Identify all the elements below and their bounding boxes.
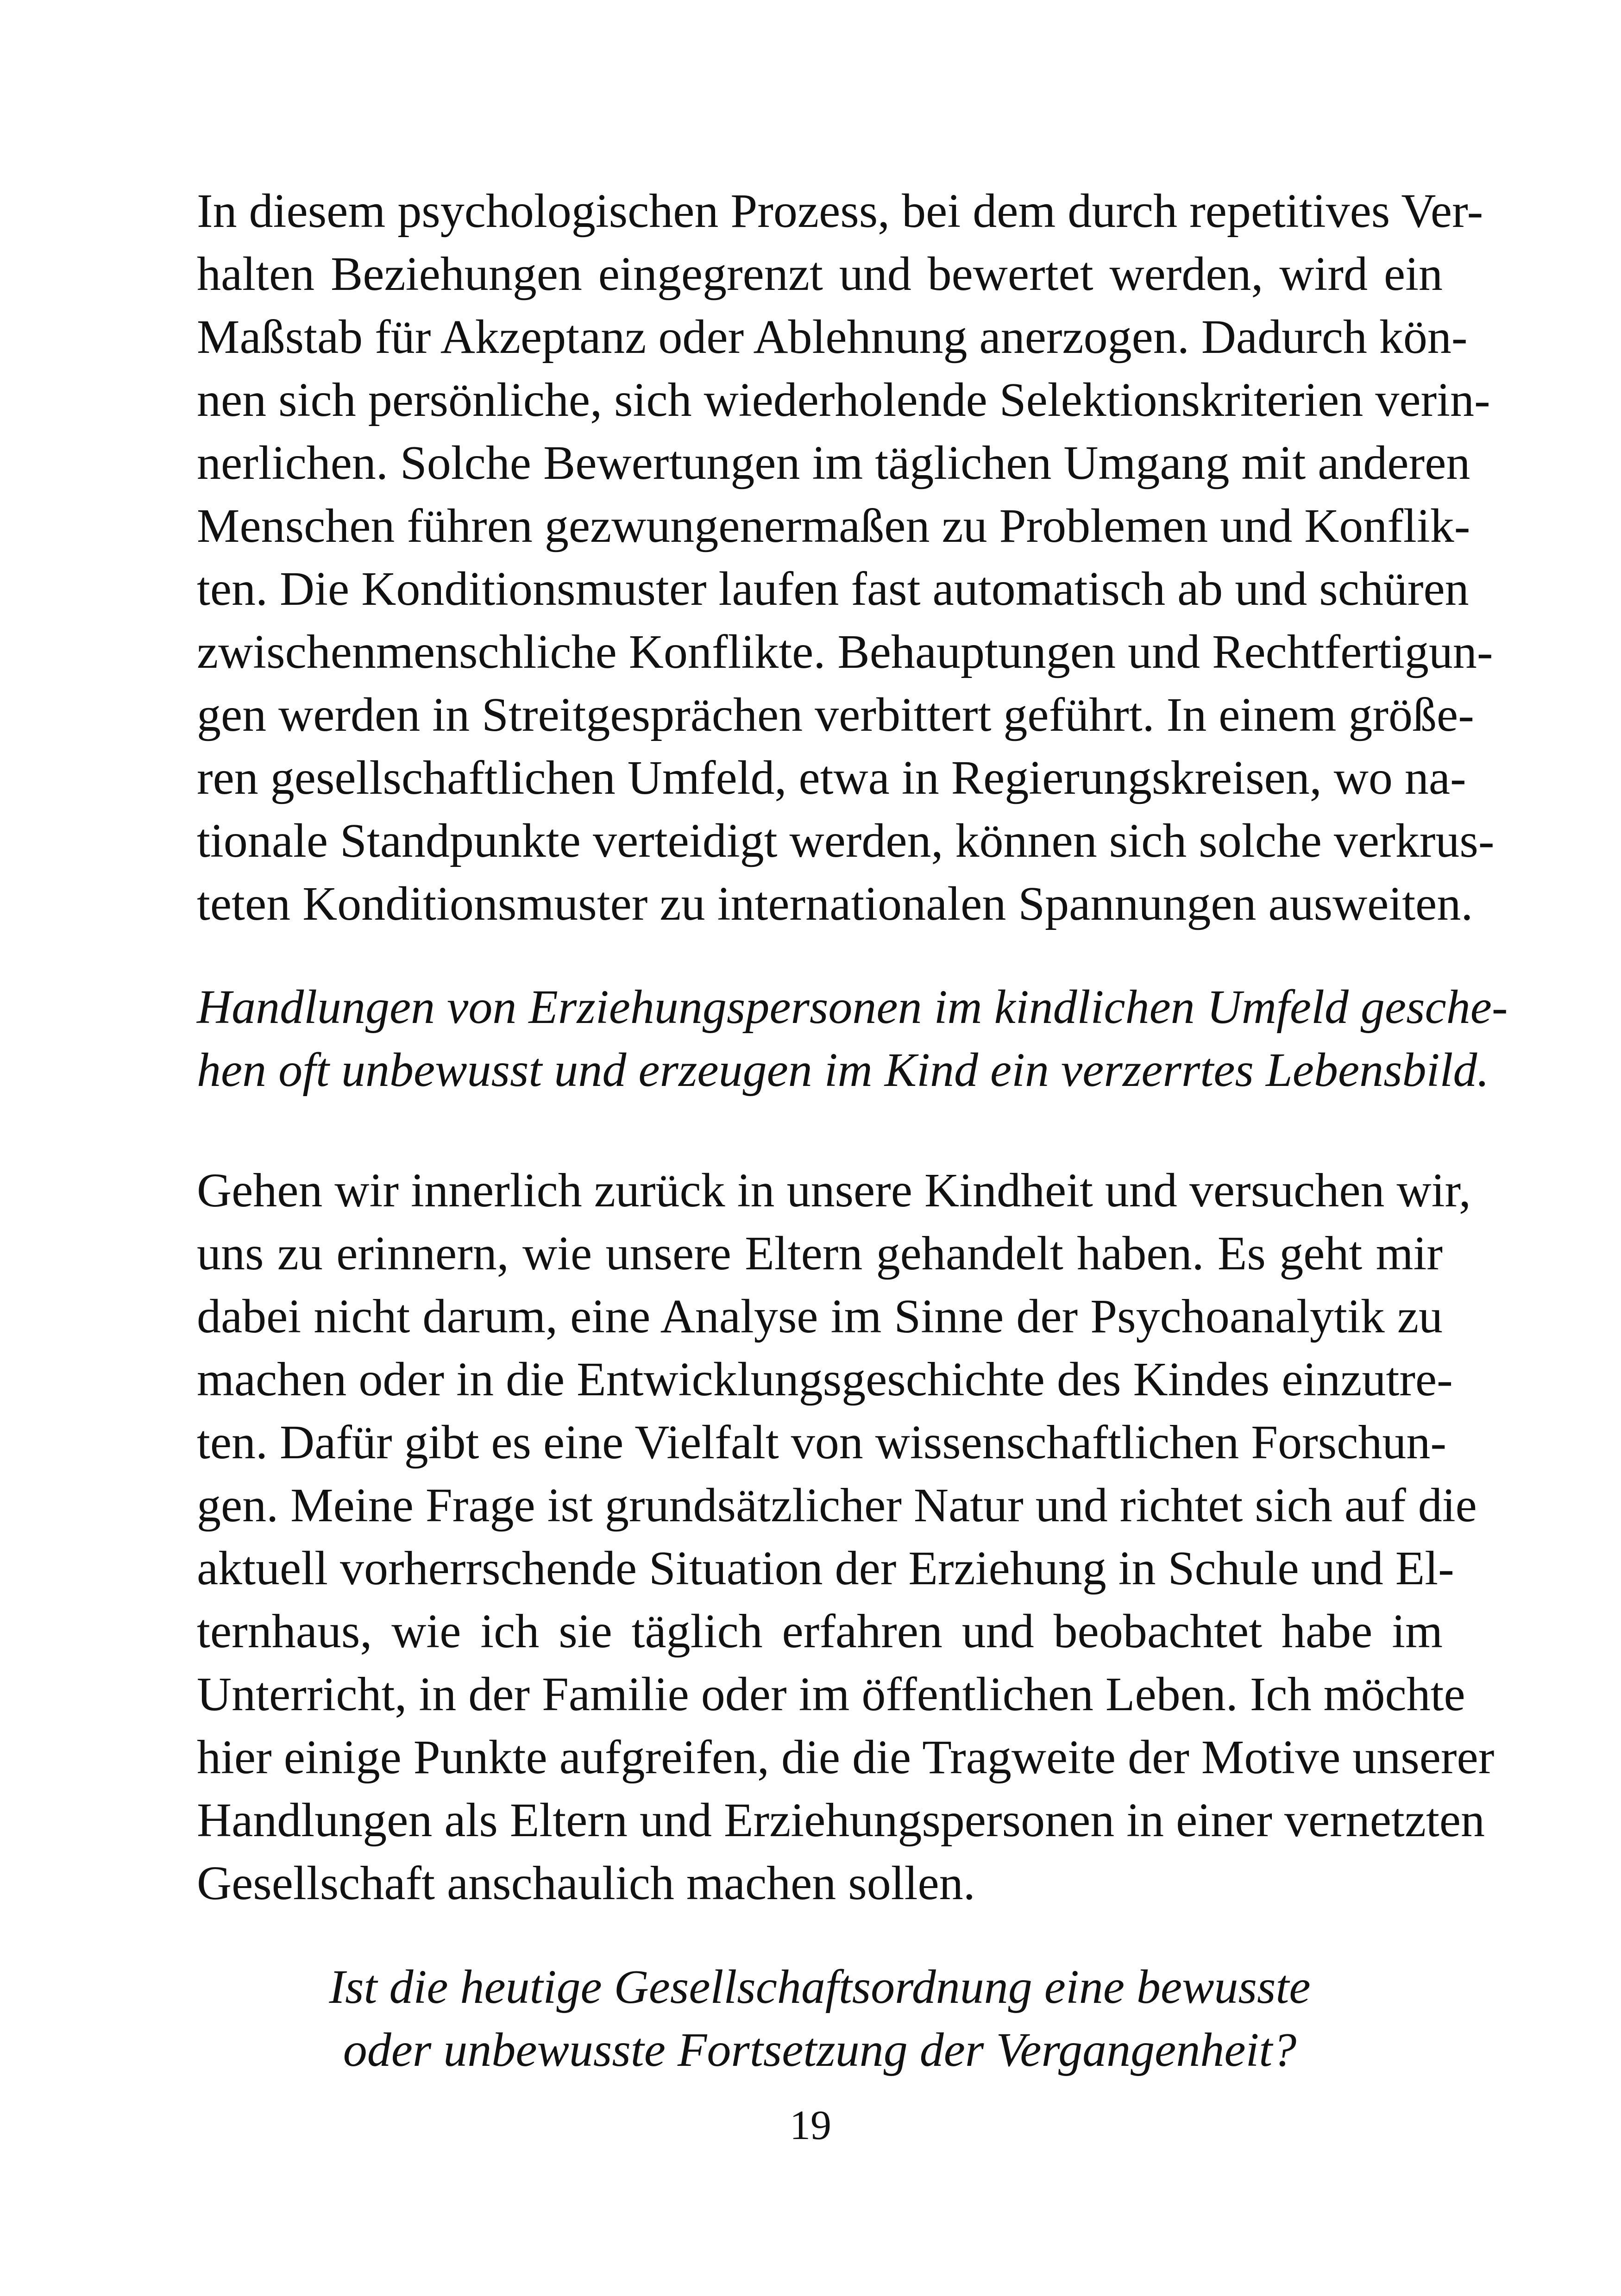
paragraph-line: gen werden in Streitgesprächen verbittert geführt. In einem größe- (197, 688, 1474, 741)
italic-quote-2 (197, 1956, 1443, 2082)
body-paragraph-2 (197, 1159, 1495, 1915)
paragraph-line: dabei nicht darum, eine Analyse im Sinne der Psychoanalytik zu (197, 1290, 1443, 1343)
paragraph-line: Unterricht, in der Familie oder im öffentlichen Leben. Ich möchte (197, 1668, 1465, 1721)
quote-line: hen oft unbewusst und erzeugen im Kind ein verzerrtes Lebensbild. (197, 1043, 1489, 1097)
paragraph-line: aktuell vorherrschende Situation der Erziehung in Schule und El- (197, 1542, 1454, 1595)
paragraph-line: uns zu erinnern, wie unsere Eltern gehandelt haben. Es geht mir (197, 1227, 1443, 1280)
quote-line: oder unbewusste Fortsetzung der Vergangenheit? (343, 2023, 1297, 2076)
paragraph-line: In diesem psychologischen Prozess, bei dem durch repetitives Ver- (197, 184, 1483, 238)
paragraph-line: Gehen wir innerlich zurück in unsere Kindheit und versuchen wir, (197, 1164, 1471, 1217)
paragraph-line: Maßstab für Akzeptanz oder Ablehnung anerzogen. Dadurch kön- (197, 310, 1468, 364)
paragraph-line: zwischenmenschliche Konflikte. Behauptungen und Rechtfertigun- (197, 625, 1493, 678)
paragraph-line: nen sich persönliche, sich wiederholende Selektionskriterien verin- (197, 373, 1490, 427)
italic-quote-1 (197, 976, 1508, 1102)
paragraph-line: ten. Die Konditionsmuster laufen fast automatisch ab und schüren (197, 562, 1469, 615)
quote-line: Ist die heutige Gesellschaftsordnung eine bewusste (329, 1960, 1311, 2014)
quote-line: Handlungen von Erziehungspersonen im kindlichen Umfeld gesche- (197, 980, 1508, 1034)
paragraph-line: tionale Standpunkte verteidigt werden, können sich solche verkrus- (197, 814, 1495, 867)
paragraph-line: ternhaus, wie ich sie täglich erfahren und beobachtet habe im (197, 1605, 1443, 1658)
paragraph-line: Menschen führen gezwungenermaßen zu Problemen und Konflik- (197, 499, 1470, 552)
paragraph-line: halten Beziehungen eingegrenzt und bewertet werden, wird ein (197, 247, 1443, 301)
paragraph-line: Handlungen als Eltern und Erziehungspersonen in einer vernetzten (197, 1794, 1485, 1847)
paragraph-line: ten. Dafür gibt es eine Vielfalt von wissenschaftlichen Forschun- (197, 1416, 1447, 1469)
paragraph-line: machen oder in die Entwicklungsgeschichte des Kindes einzutre- (197, 1353, 1453, 1406)
paragraph-line: hier einige Punkte aufgreifen, die die Tragweite der Motive unserer (197, 1731, 1495, 1784)
paragraph-line: ren gesellschaftlichen Umfeld, etwa in Regierungskreisen, wo na- (197, 751, 1466, 804)
body-paragraph-1 (197, 180, 1495, 935)
paragraph-line: teten Konditionsmuster zu internationalen Spannungen ausweiten. (197, 877, 1473, 930)
paragraph-line: nerlichen. Solche Bewertungen im täglichen Umgang mit anderen (197, 436, 1470, 489)
paragraph-line: gen. Meine Frage ist grundsätzlicher Natur und richtet sich auf die (197, 1479, 1477, 1532)
page-number: 19 (790, 2102, 831, 2148)
paragraph-line: Gesellschaft anschaulich machen sollen. (197, 1857, 975, 1910)
